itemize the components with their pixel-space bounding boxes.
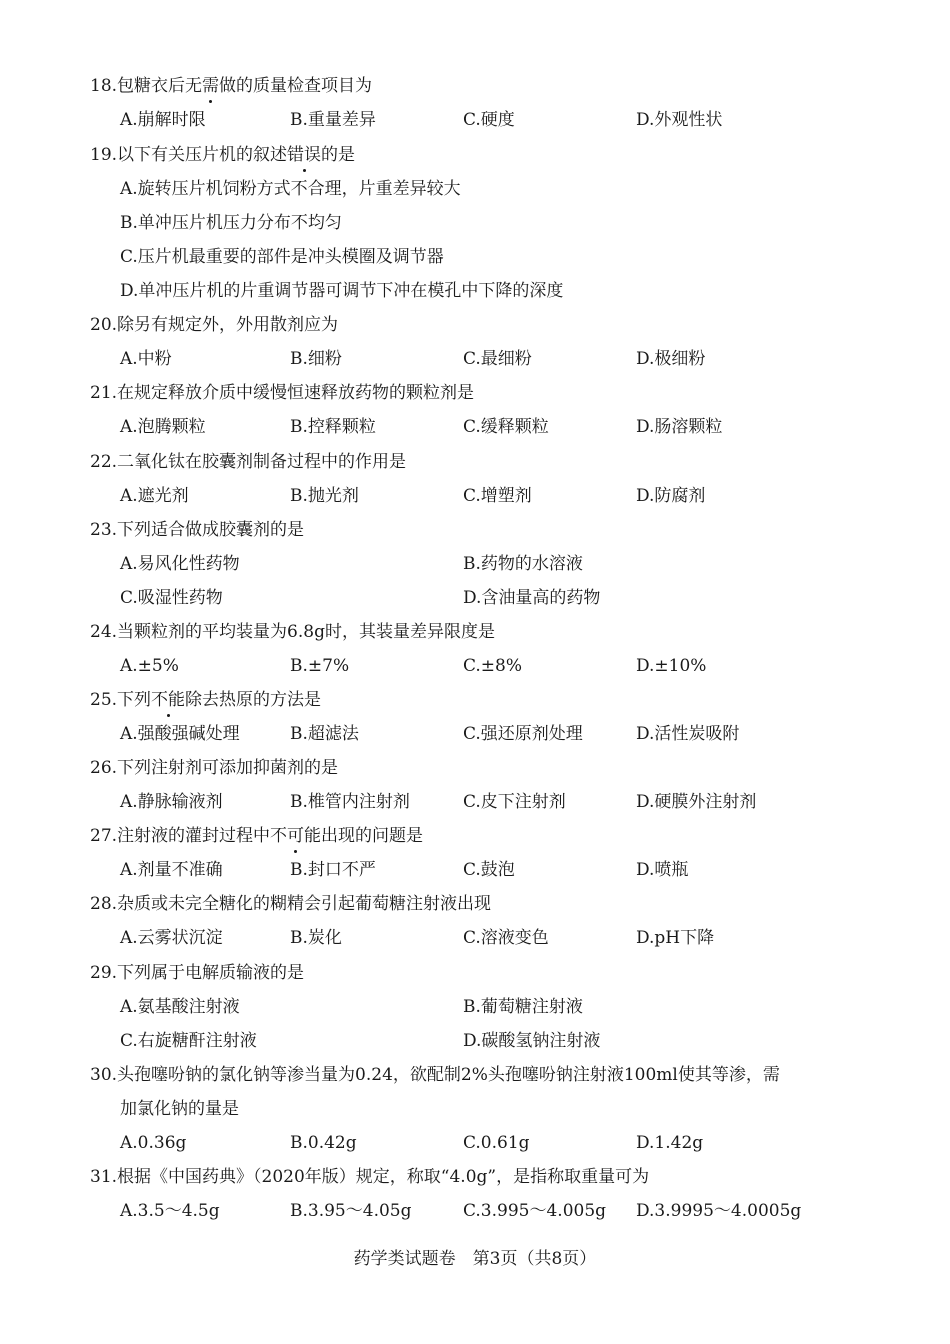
question-22-option-b: B.抛光剂 bbox=[290, 486, 359, 506]
question-26-option-a: A.静脉输液剂 bbox=[120, 792, 223, 812]
question-18-option-a: A.崩解时限 bbox=[120, 110, 206, 130]
question-27-stem: 27.注射液的灌封过程中不可能出现的问题是 bbox=[90, 826, 424, 846]
question-29-option-d: D.碳酸氢钠注射液 bbox=[463, 1031, 601, 1051]
question-26-stem: 26.下列注射剂可添加抑菌剂的是 bbox=[90, 758, 339, 778]
question-18-stem: 18.包糖衣后无需做的质量检查项目为 bbox=[90, 76, 373, 96]
question-26-option-d: D.硬膜外注射剂 bbox=[636, 792, 757, 812]
question-21-stem: 21.在规定释放介质中缓慢恒速释放药物的颗粒剂是 bbox=[90, 383, 475, 403]
page-footer: 药学类试题卷 第3页（共8页） bbox=[353, 1249, 597, 1269]
question-19-option-d: D.单冲压片机的片重调节器可调节下冲在模孔中下降的深度 bbox=[120, 281, 564, 301]
question-23-option-c: C.吸湿性药物 bbox=[120, 588, 223, 608]
emphasis-marker: 无需做 bbox=[185, 76, 237, 96]
question-28-option-c: C.溶液变色 bbox=[463, 928, 549, 948]
question-20-option-b: B.细粉 bbox=[290, 349, 342, 369]
question-26-option-b: B.椎管内注射剂 bbox=[290, 792, 410, 812]
question-25-option-b: B.超滤法 bbox=[290, 724, 359, 744]
question-30-option-b: B.0.42g bbox=[290, 1133, 357, 1153]
question-27-option-a: A.剂量不准确 bbox=[120, 860, 223, 880]
question-21-option-b: B.控释颗粒 bbox=[290, 417, 376, 437]
question-30-option-c: C.0.61g bbox=[463, 1133, 530, 1153]
question-25-option-a: A.强酸强碱处理 bbox=[120, 724, 240, 744]
question-23-option-b: B.药物的水溶液 bbox=[463, 554, 583, 574]
question-31-option-d: D.3.9995～4.0005g bbox=[636, 1201, 802, 1221]
question-28-stem: 28.杂质或未完全糖化的糊精会引起葡萄糖注射液出现 bbox=[90, 894, 492, 914]
question-25-stem: 25.下列不能除去热原的方法是 bbox=[90, 690, 322, 710]
question-19-option-b: B.单冲压片机压力分布不均匀 bbox=[120, 213, 342, 233]
question-28-option-b: B.炭化 bbox=[290, 928, 342, 948]
question-31-option-b: B.3.95～4.05g bbox=[290, 1201, 412, 1221]
question-29-option-c: C.右旋糖酐注射液 bbox=[120, 1031, 257, 1051]
question-20-option-d: D.极细粉 bbox=[636, 349, 706, 369]
question-29-option-a: A.氨基酸注射液 bbox=[120, 997, 240, 1017]
question-29-option-b: B.葡萄糖注射液 bbox=[463, 997, 583, 1017]
question-24-option-c: C.±8% bbox=[463, 656, 523, 676]
question-30-option-d: D.1.42g bbox=[636, 1133, 704, 1153]
question-18-option-b: B.重量差异 bbox=[290, 110, 376, 130]
question-22-stem: 22.二氧化钛在胶囊剂制备过程中的作用是 bbox=[90, 452, 407, 472]
emphasis-marker: 错误 bbox=[287, 145, 322, 165]
question-31-option-a: A.3.5～4.5g bbox=[120, 1201, 220, 1221]
question-23-stem: 23.下列适合做成胶囊剂的是 bbox=[90, 520, 305, 540]
question-30-option-a: A.0.36g bbox=[120, 1133, 187, 1153]
question-19-option-a: A.旋转压片机饲粉方式不合理，片重差异较大 bbox=[120, 179, 461, 199]
question-19-stem: 19.以下有关压片机的叙述错误的是 bbox=[90, 145, 356, 165]
question-25-option-c: C.强还原剂处理 bbox=[463, 724, 583, 744]
question-31-option-c: C.3.995～4.005g bbox=[463, 1201, 607, 1221]
question-19-option-c: C.压片机最重要的部件是冲头模圈及调节器 bbox=[120, 247, 444, 267]
question-20-stem: 20.除另有规定外，外用散剂应为 bbox=[90, 315, 339, 335]
question-20-option-c: C.最细粉 bbox=[463, 349, 532, 369]
question-24-option-a: A.±5% bbox=[120, 656, 179, 676]
question-26-option-c: C.皮下注射剂 bbox=[463, 792, 566, 812]
question-27-option-b: B.封口不严 bbox=[290, 860, 376, 880]
question-27-option-c: C.鼓泡 bbox=[463, 860, 515, 880]
question-28-option-d: D.pH下降 bbox=[636, 928, 715, 948]
question-25-option-d: D.活性炭吸附 bbox=[636, 724, 740, 744]
question-30-stem-line-1: 30.头孢噻吩钠的氯化钠等渗当量为0.24，欲配制2%头孢噻吩钠注射液100ml使其等渗，需 bbox=[90, 1065, 780, 1085]
question-21-option-c: C.缓释颗粒 bbox=[463, 417, 549, 437]
emphasis-marker: 不可能 bbox=[270, 826, 322, 846]
question-22-option-a: A.遮光剂 bbox=[120, 486, 189, 506]
question-24-option-b: B.±7% bbox=[290, 656, 350, 676]
question-22-option-c: C.增塑剂 bbox=[463, 486, 532, 506]
question-24-stem: 24.当颗粒剂的平均装量为6.8g时，其装量差异限度是 bbox=[90, 622, 495, 642]
question-18-option-c: C.硬度 bbox=[463, 110, 515, 130]
question-21-option-a: A.泡腾颗粒 bbox=[120, 417, 206, 437]
question-21-option-d: D.肠溶颗粒 bbox=[636, 417, 723, 437]
question-28-option-a: A.云雾状沉淀 bbox=[120, 928, 223, 948]
question-18-option-d: D.外观性状 bbox=[636, 110, 723, 130]
question-30-stem-line-2: 加氯化钠的量是 bbox=[120, 1099, 239, 1119]
question-27-option-d: D.喷瓶 bbox=[636, 860, 689, 880]
question-23-option-d: D.含油量高的药物 bbox=[463, 588, 601, 608]
question-29-stem: 29.下列属于电解质输液的是 bbox=[90, 963, 305, 983]
emphasis-marker: 不能 bbox=[151, 690, 186, 710]
question-23-option-a: A.易风化性药物 bbox=[120, 554, 240, 574]
question-24-option-d: D.±10% bbox=[636, 656, 707, 676]
question-22-option-d: D.防腐剂 bbox=[636, 486, 706, 506]
question-20-option-a: A.中粉 bbox=[120, 349, 172, 369]
question-31-stem: 31.根据《中国药典》（2020年版）规定，称取“4.0g”，是指称取重量可为 bbox=[90, 1167, 650, 1187]
